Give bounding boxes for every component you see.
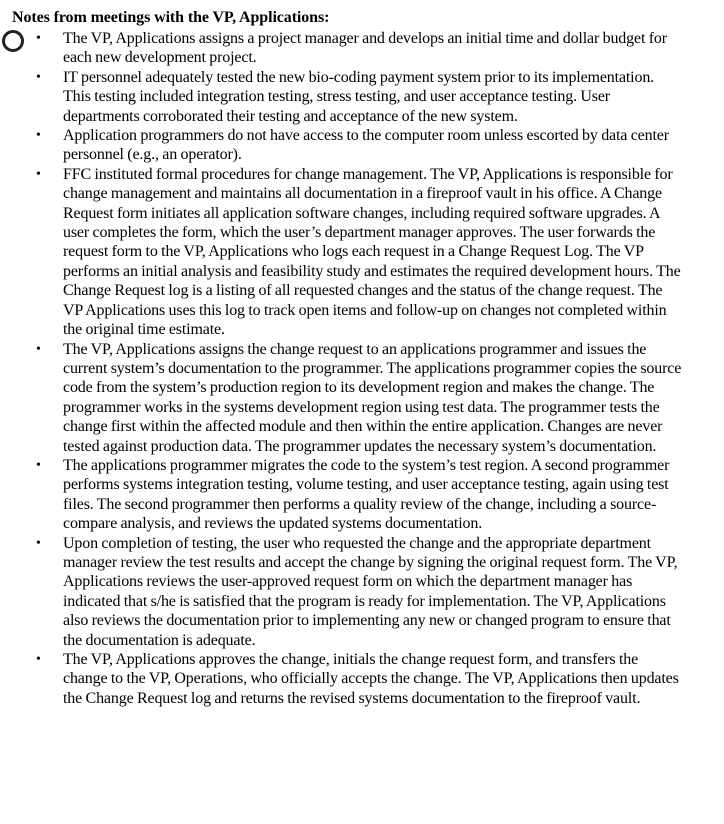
note-text: The VP, Applications assigns a project manager and develops an initial time and dollar budget for each new development project. [63,30,667,67]
note-text: The applications programmer migrates the code to the system’s test region. A second programmer performs systems integration testing, volume testing, and user acceptance testing, again using test files. The second programmer then performs a quality review of the change, including a source-compare analysis, and reviews the updated systems documentation. [63,456,670,533]
bullet-icon: • [36,128,41,144]
note-item [0,29,724,68]
bullet-icon: • [36,69,41,85]
note-text: Upon completion of testing, the user who requested the change and the appropriate department manager review the test results and accept the change by signing the original request form. The VP, Applications reviews the user-approved request form on which the department manager has indicated that s/he is satisfied that the program is ready for implementation. The VP, Applications also reviews the documentation prior to implementing any new or changed program to ensure that the documentation is adequate. [63,534,678,649]
notes-heading: Notes from meetings with the VP, Applications: [12,9,330,26]
notes-list [0,29,724,708]
bullet-icon: • [36,166,41,182]
bullet-icon: • [36,652,41,667]
note-item [0,165,724,340]
note-item [0,68,724,126]
note-item [0,650,724,708]
note-item [0,456,724,534]
note-item [0,340,724,456]
note-item [0,126,724,165]
note-text: The VP, Applications approves the change, initials the change request form, and transfers the change to the VP, Operations, who officially accepts the change. The VP, Applications then updates the Change Request log and returns the revised systems documentation to the fireproof vault. [63,651,679,707]
note-text: Application programmers do not have access to the computer room unless escorted by data center personnel (e.g., an operator). [63,127,669,164]
note-text: IT personnel adequately tested the new bio-coding payment system prior to its implementation. This testing included integration testing, stress testing, and user acceptance testing. User departments corroborated their testing and acceptance of the new system. [63,68,655,125]
bullet-icon: • [36,457,41,473]
note-item [0,534,724,650]
note-text: FFC instituted formal procedures for change management. The VP, Applications is responsible for change management and maintains all documentation in a fireproof vault in his office. A Change Request form initiates all application software changes, including required software upgrades. A user completes the form, which the user’s department manager approves. The user forwards the request form to the VP, Applications who logs each request in a Change Request Log. The VP performs an initial analysis and feasibility study and estimates the required development hours. The Change Request log is a listing of all requested changes and the status of the change request. The VP Applications uses this log to track open items and follow-up on changes not completed within the original time estimate. [63,165,681,339]
bullet-icon: • [36,341,41,357]
note-text: The VP, Applications assigns the change request to an applications programmer and issues the current system’s documentation to the programmer. The applications programmer copies the source code from the system’s production region to its development region and makes the change. The programmer works in the systems development region using test data. The programmer tests the change first within the affected module and then within the entire application. Changes are never tested against production data. The programmer updates the necessary system’s documentation. [63,340,682,455]
bullet-icon: • [36,31,41,46]
bullet-icon: • [36,535,41,551]
